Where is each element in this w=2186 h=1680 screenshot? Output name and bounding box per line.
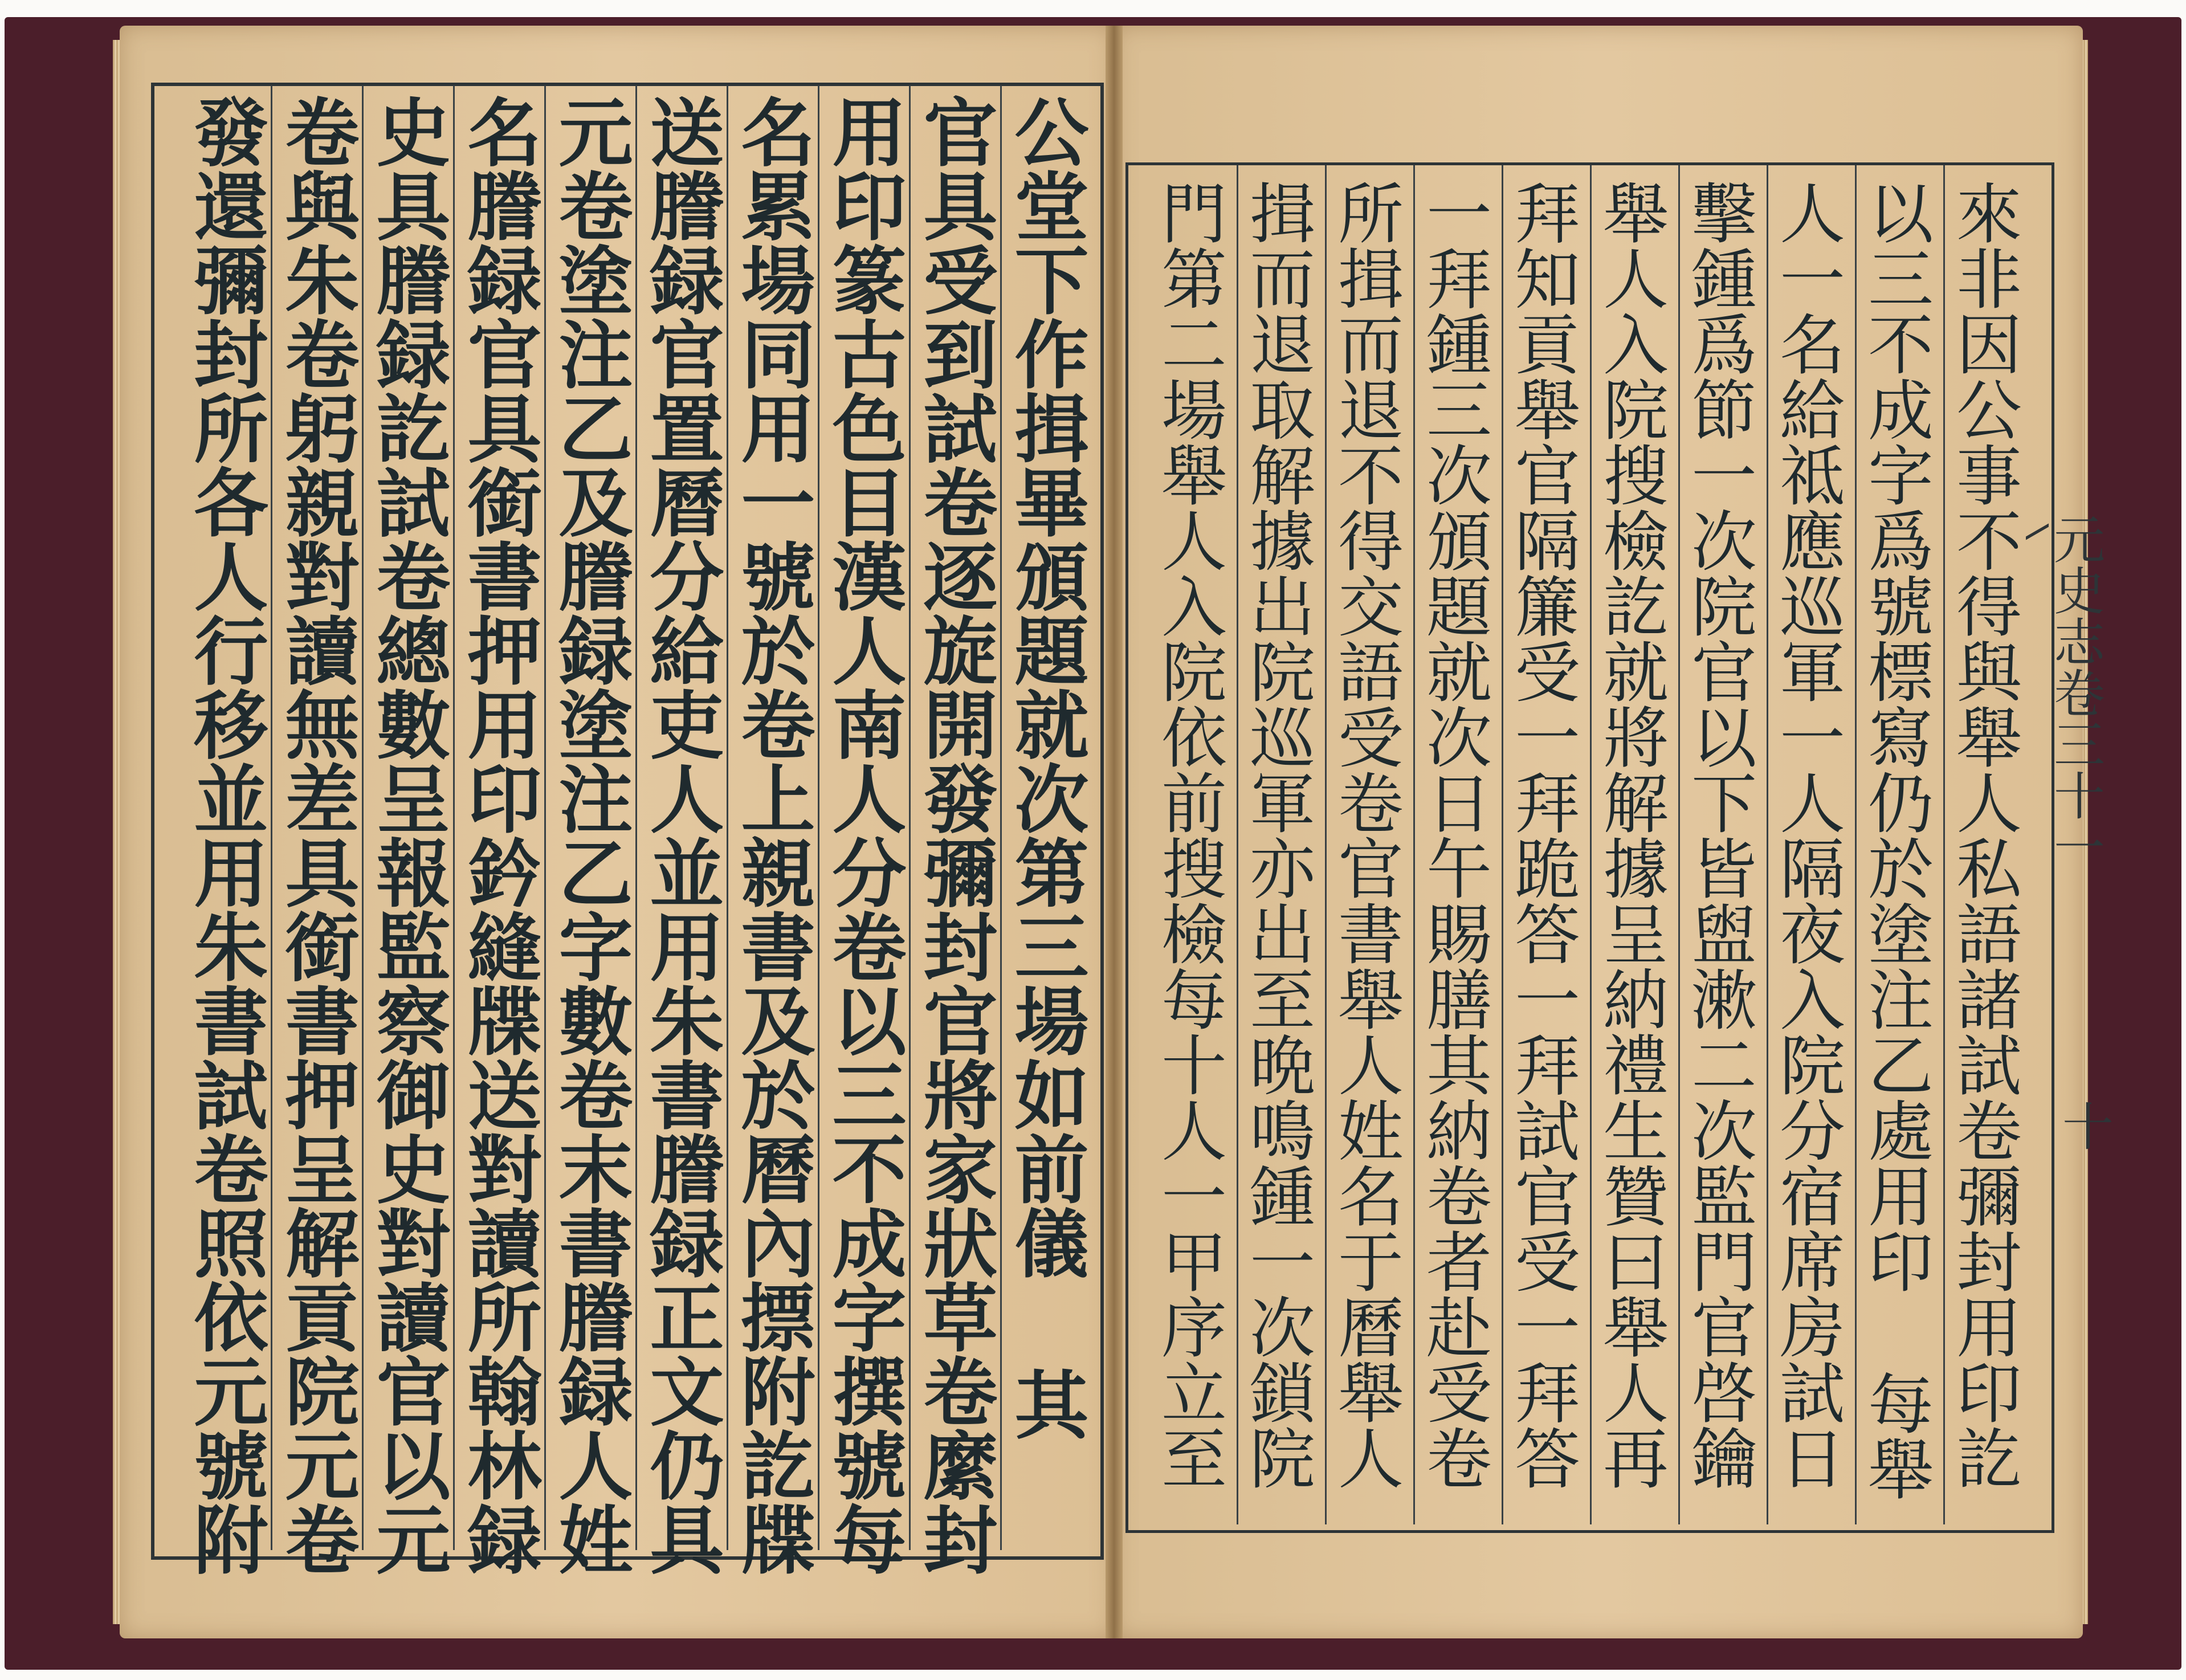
book-spine [1106, 26, 1123, 1638]
margin-page-number: 十 [2053, 1100, 2113, 1151]
text-column: 送謄録官置曆分給吏人並用朱書謄録正文仍具 [638, 94, 725, 1576]
text-column: 拜知貢舉官隔簾受一拜跪答一拜試官受一拜答 [1503, 180, 1580, 1490]
text-column: 一拜鍾三次頒題就次日午賜膳其納卷者赴受卷 [1415, 180, 1491, 1490]
text-column: 用印篆古色目漢人南人分卷以三不成字撰號每 [820, 94, 907, 1576]
text-column: 公堂下作揖畢頒題就次第三場如前儀 其 [1002, 94, 1090, 1441]
text-column: 舉人入院搜檢訖就將解據呈納禮生贊曰舉人再 [1592, 180, 1668, 1490]
column-rule [1855, 165, 1857, 1524]
column-rule [271, 85, 272, 1550]
column-rule [1325, 165, 1327, 1524]
column-rule [1237, 165, 1238, 1524]
text-column: 元卷塗注乙及謄録塗注乙字數卷末書謄録人姓 [546, 94, 634, 1576]
margin-title: 元史志卷三十一 [2045, 513, 2105, 872]
text-column: 卷與朱卷躬親對讀無差具銜書押呈解貢院元卷 [273, 94, 360, 1576]
text-column: 發還彌封所各人行移並用朱書試卷照依元號附 [182, 94, 269, 1576]
text-column: 門第二場舉人入院依前搜檢每十人一甲序立至 [1150, 180, 1226, 1490]
text-column: 名累場同用一號於卷上親書及於曆內摽附訖牒 [729, 94, 816, 1576]
text-column: 名謄録官具銜書押用印鈐縫牒送對讀所翰林録 [455, 94, 543, 1576]
text-column: 來非因公事不得與舉人私語諸試卷彌封用印訖 [1945, 180, 2021, 1490]
column-rule [1590, 165, 1592, 1524]
column-rule [727, 85, 728, 1550]
text-column: 所揖而退不得交語受卷官書舉人姓名于曆舉人 [1327, 180, 1403, 1490]
text-column: 以三不成字爲號標寫仍於塗注乙處用印 每舉 [1857, 180, 1933, 1501]
column-rule [1678, 165, 1680, 1524]
column-rule [909, 85, 911, 1550]
column-rule [1502, 165, 1503, 1524]
text-column: 史具謄録訖試卷總數呈報監察御史對讀官以元 [364, 94, 451, 1576]
column-rule [1943, 165, 1945, 1524]
text-column: 揖而退取解據出院巡軍亦出至晩鳴鍾一次鎖院 [1238, 180, 1315, 1490]
column-rule [362, 85, 364, 1550]
column-rule [1767, 165, 1768, 1524]
column-rule [635, 85, 637, 1550]
text-column: 官具受到試卷逐旋開發彌封官將家狀草卷縻封 [911, 94, 998, 1576]
text-column: 擊鍾爲節一次院官以下皆盥漱二次監門官啓鑰 [1680, 180, 1756, 1490]
column-rule [453, 85, 455, 1550]
text-column: 人一名給祗應巡軍一人隔夜入院分宿席房試日 [1768, 180, 1845, 1490]
column-rule [1413, 165, 1415, 1524]
column-rule [544, 85, 546, 1550]
column-rule [818, 85, 819, 1550]
column-rule [1000, 85, 1002, 1550]
